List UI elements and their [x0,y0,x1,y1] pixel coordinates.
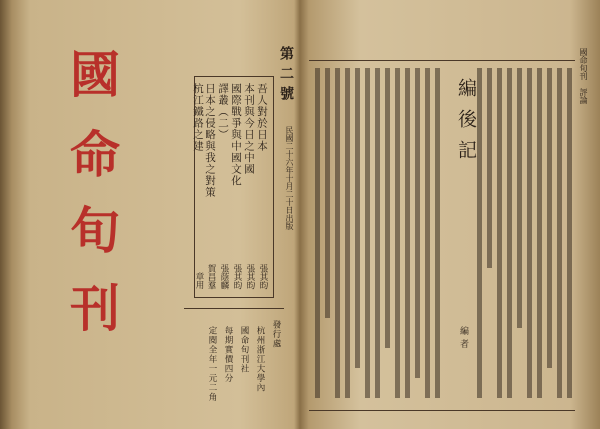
text-line [315,68,320,398]
text-line [547,68,552,368]
running-header-2: 評論 [579,88,588,104]
content-page [303,8,595,423]
toc-title-6: 杭江鐵路之建 [192,83,204,152]
toc-author-3: 張其昀 [232,263,242,289]
text-line [435,68,440,398]
text-line [335,68,340,398]
toc-author-2: 張其昀 [245,263,255,289]
toc-title-5: 日本之侵略與我之對策 [204,83,216,198]
text-line [395,68,400,398]
running-header-1: 國命旬刊 [579,48,588,80]
publisher-label: 發行處 [271,320,281,349]
text-line [425,68,430,398]
text-line [527,68,532,398]
title-char-2: 命 [70,125,120,184]
text-line [375,68,380,398]
toc-title-2: 本刊與今日之中國 [243,83,255,175]
text-line [385,68,390,348]
subscription-price: 定閱全年一元二角 [207,326,217,402]
text-line [345,68,350,398]
text-line [365,68,370,398]
title-char-1: 國 [70,45,120,104]
text-line [557,68,562,398]
text-line [325,68,330,318]
toc-author-1: 張其昀 [258,263,268,289]
toc-title-4: 譯叢（二） [217,83,229,141]
editor-note-title: 編後記 [455,78,477,171]
toc-author-6: 章用 [194,272,204,289]
publisher-name: 國命旬刊社 [239,326,249,374]
text-line [415,68,420,378]
toc-author-4: 張蔭麟 [219,263,229,289]
cover-page [14,8,300,423]
price-per-issue: 每期實價四分 [223,326,233,383]
text-line [497,68,502,398]
text-line [355,68,360,368]
toc-title-3: 國際戰爭與中國文化 [230,83,242,187]
publish-date: 民國二十六年十月二十日出版 [285,126,294,230]
editor-signature: 編者 [458,326,468,352]
title-char-4: 刊 [70,279,120,338]
text-line [405,68,410,398]
text-line [517,68,522,328]
toc-author-5: 賀昌羣 [206,263,216,289]
text-line [507,68,512,398]
text-line [567,68,572,398]
issue-number: 第二號 [278,46,294,106]
toc-title-1: 吾人對於日本 [256,83,268,152]
divider-line [184,308,284,309]
publisher-address: 杭州浙江大學內 [255,326,265,393]
body-text-texture [303,8,595,423]
title-char-3: 旬 [70,201,120,260]
text-line [487,68,492,268]
table-of-contents [194,76,274,298]
text-line [537,68,542,398]
